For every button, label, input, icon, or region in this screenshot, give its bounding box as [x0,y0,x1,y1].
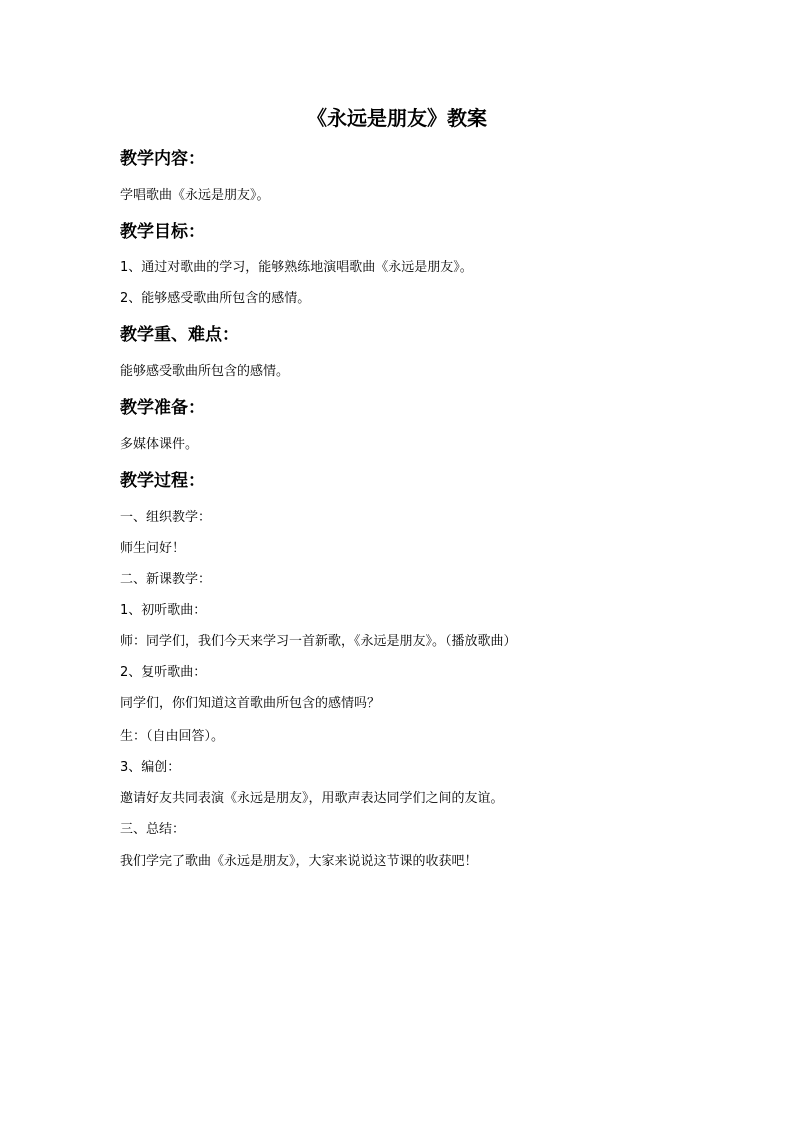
paragraph: 3、编创： [120,760,181,775]
paragraph: 2、能够感受歌曲所包含的感情。 [120,291,311,306]
paragraph: 一、组织教学： [120,510,212,525]
section-heading-process: 教学过程： [120,471,205,491]
section-heading-key-points: 教学重、难点： [120,325,239,345]
paragraph: 能够感受歌曲所包含的感情。 [120,364,290,379]
section-heading-content: 教学内容： [120,149,205,169]
paragraph: 生：（自由回答）。 [120,729,225,744]
section-heading-objectives: 教学目标： [120,222,205,242]
paragraph: 三、总结： [120,822,186,837]
paragraph: 师：同学们，我们今天来学习一首新歌，《永远是朋友》。（播放歌曲） [120,634,517,649]
paragraph: 同学们，你们知道这首歌曲所包含的感情吗？ [120,696,381,711]
section-heading-preparation: 教学准备： [120,398,205,418]
paragraph: 我们学完了歌曲《永远是朋友》，大家来说说这节课的收获吧！ [120,854,478,869]
paragraph: 1、通过对歌曲的学习，能够熟练地演唱歌曲《永远是朋友》。 [120,260,473,275]
paragraph: 二、新课教学： [120,572,212,587]
document-title: 《永远是朋友》教案 [307,106,487,130]
paragraph: 多媒体课件。 [120,437,199,452]
paragraph: 师生问好！ [120,541,186,556]
paragraph: 学唱歌曲《永远是朋友》。 [120,188,270,203]
paragraph: 2、复听歌曲： [120,665,207,680]
paragraph: 邀请好友共同表演《永远是朋友》，用歌声表达同学们之间的友谊。 [120,791,504,806]
paragraph: 1、初听歌曲： [120,603,207,618]
